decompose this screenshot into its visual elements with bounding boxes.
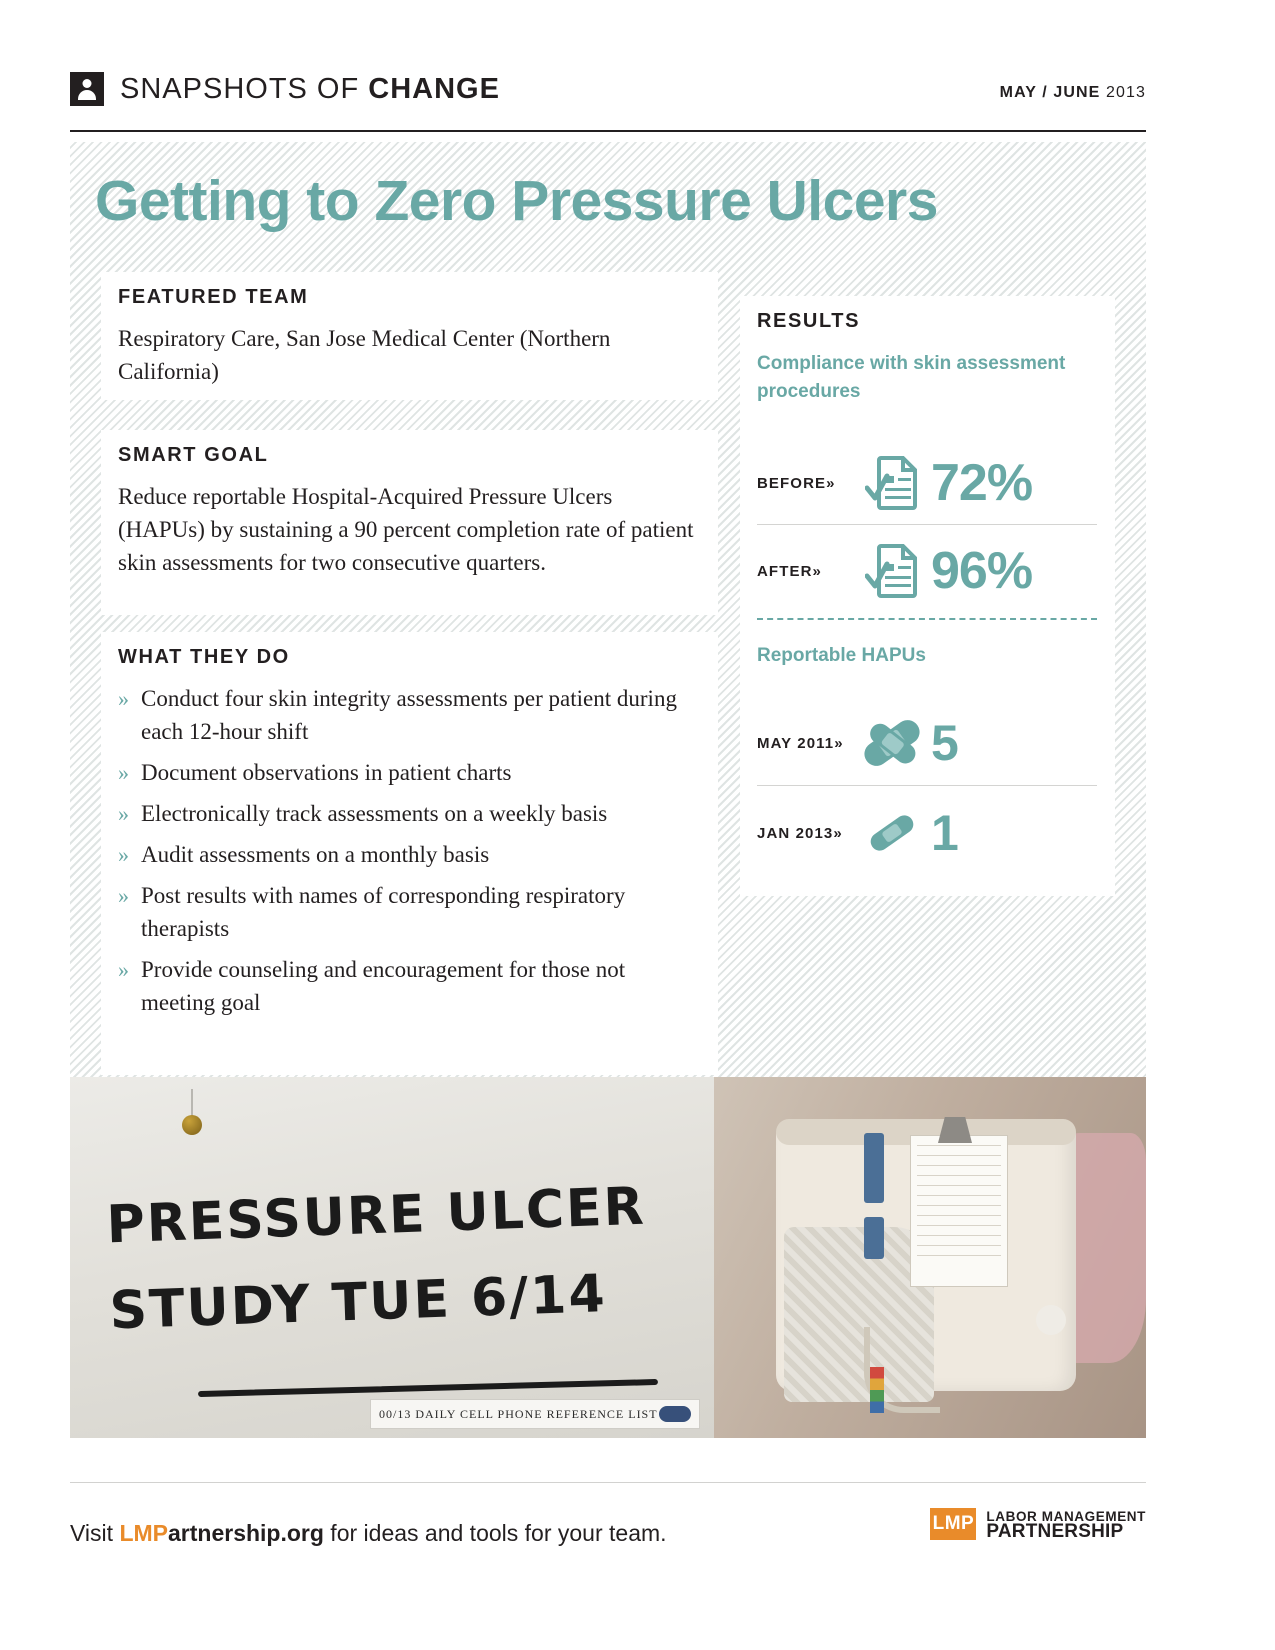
stat-label: BEFORE» (757, 474, 836, 492)
checklist-document-icon (853, 542, 931, 600)
results-subtitle-hapus: Reportable HAPUs (757, 645, 926, 666)
bullet-icon: » (118, 842, 129, 867)
color-strip (870, 1367, 884, 1413)
divider-dashed (757, 618, 1097, 620)
lmp-logo-mark: LMP (930, 1508, 976, 1540)
hospital-bed-photo (714, 1077, 1146, 1438)
list-item-text: Audit assessments on a monthly basis (141, 842, 490, 867)
issue-date (1000, 72, 1146, 102)
smart-goal-heading: SMART GOAL (118, 444, 269, 466)
stat-row-may-2011 (757, 700, 1097, 786)
issue-month: MAY / JUNE (999, 84, 1101, 101)
list-item-text: Provide counseling and encouragement for those not meeting goal (141, 957, 626, 1015)
issue-year: 2013 (1100, 84, 1146, 101)
lmp-logo (930, 1508, 1146, 1540)
whiteboard-line-1: PRESSURE ULCER (105, 1176, 647, 1256)
whiteboard-text (105, 1164, 650, 1355)
stat-value: 96% (931, 542, 1033, 600)
hanging-ornament-icon (180, 1089, 204, 1135)
list-item-text: Post results with names of corresponding respiratory therapists (141, 883, 626, 941)
brand-title (120, 73, 500, 106)
stat-row-after (757, 528, 1097, 614)
list-item (118, 879, 703, 945)
list-item (118, 756, 703, 789)
divider (757, 785, 1097, 786)
person-badge-icon (70, 72, 104, 106)
stat-row-jan-2013 (757, 790, 1097, 876)
lmp-link-lmp: LMP (119, 1520, 168, 1546)
bed-wheel (1036, 1305, 1066, 1335)
what-they-do-heading: WHAT THEY DO (118, 646, 290, 668)
stat-row-before (757, 440, 1097, 526)
results-heading: RESULTS (757, 310, 861, 332)
list-item (118, 797, 703, 830)
featured-team-heading: FEATURED TEAM (118, 286, 309, 308)
whiteboard-photo (70, 1077, 714, 1438)
lmp-logo-words (986, 1509, 1146, 1540)
list-item (118, 953, 703, 1019)
strip-marker (659, 1406, 691, 1422)
phone-reference-text: 00/13 DAILY CELL PHONE REFERENCE LIST (379, 1406, 658, 1421)
footer-visit-suffix: for ideas and tools for your team. (323, 1520, 667, 1546)
lmp-link[interactable] (119, 1520, 323, 1546)
whiteboard-line-2: STUDY TUE 6/14 (108, 1264, 608, 1342)
bandage-icon (853, 713, 931, 773)
results-subtitle-compliance: Compliance with skin assessment procedures (757, 353, 1066, 402)
photo-strip (70, 1077, 1146, 1438)
stat-label: JAN 2013» (757, 824, 843, 842)
brand-snapshots: SNAPSHOTS (120, 72, 308, 105)
brand-of: OF (307, 72, 369, 105)
list-item (118, 838, 703, 871)
lmp-logo-line-2: PARTNERSHIP (986, 1520, 1124, 1542)
featured-team-text: Respiratory Care, San Jose Medical Center (Northern California) (118, 326, 611, 384)
bullet-icon: » (118, 883, 129, 908)
brand-change: CHANGE (368, 72, 500, 105)
stat-label: MAY 2011» (757, 734, 844, 752)
bullet-icon: » (118, 801, 129, 826)
footer-divider (70, 1482, 1146, 1483)
list-item (118, 682, 703, 748)
page-header (70, 72, 1146, 132)
footer-visit-prefix: Visit (70, 1520, 120, 1546)
bullet-icon: » (118, 760, 129, 785)
what-they-do-list (118, 682, 703, 1027)
checklist-document-icon (853, 454, 931, 512)
bullet-icon: » (118, 686, 129, 711)
patient-chart (910, 1135, 1008, 1287)
smart-goal-text: Reduce reportable Hospital-Acquired Pressure Ulcers (HAPUs) by sustaining a 90 percent completion rate of patient skin assessments for two consecutive quarters. (118, 484, 694, 575)
stat-label: AFTER» (757, 562, 822, 580)
phone-reference-strip (370, 1399, 700, 1429)
stat-value: 1 (931, 805, 958, 861)
header-brand (70, 72, 500, 106)
bullet-icon: » (118, 957, 129, 982)
lmp-logo-line-1: LABOR MANAGEMENT (986, 1508, 1146, 1524)
list-item-text: Conduct four skin integrity assessments per patient during each 12-hour shift (141, 686, 677, 744)
bandage-icon (853, 811, 931, 855)
bed-control-panel (864, 1133, 884, 1203)
divider (757, 524, 1097, 525)
footer-text (70, 1520, 667, 1547)
list-item-text: Document observations in patient charts (141, 760, 512, 785)
stat-value: 72% (931, 454, 1033, 512)
page-title: Getting to Zero Pressure Ulcers (95, 169, 938, 233)
stat-value: 5 (931, 715, 958, 771)
bed-control-panel-lower (864, 1217, 884, 1259)
lmp-link-rest: artnership.org (168, 1520, 324, 1546)
list-item-text: Electronically track assessments on a weekly basis (141, 801, 608, 826)
